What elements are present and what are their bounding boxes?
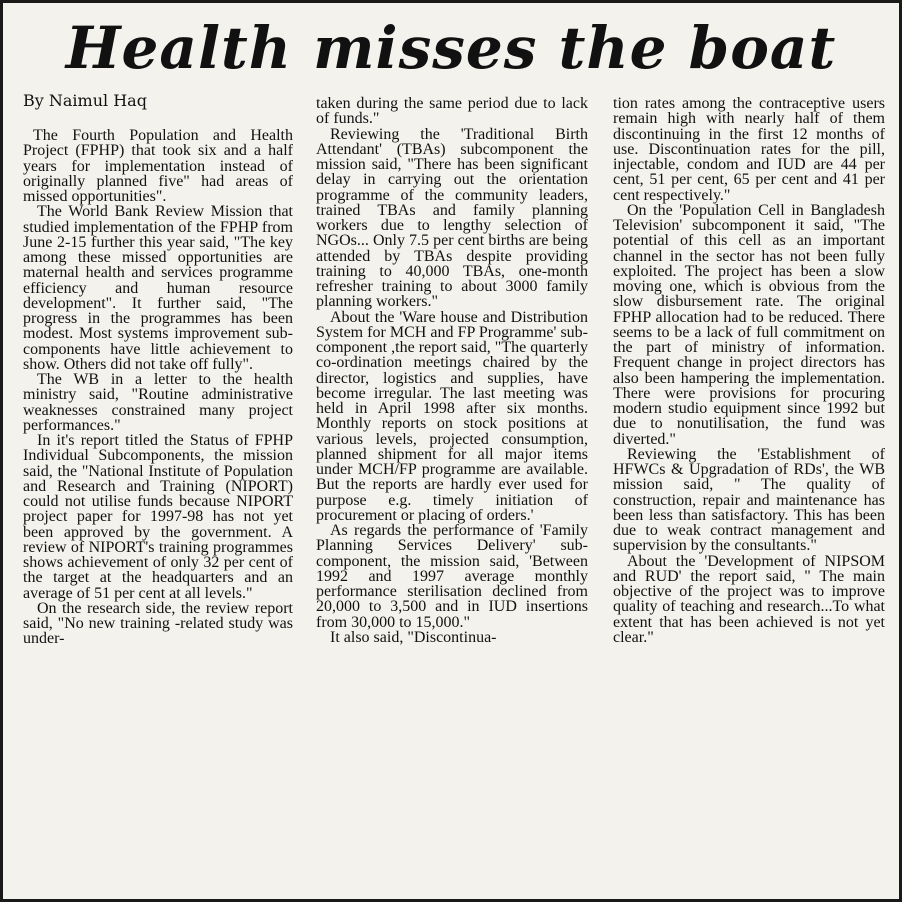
article-column-1 xyxy=(23,128,293,647)
paragraph: About the 'Ware house and Distribution System for MCH and FP Programme' sub-component ,the report said, "The quarterly co-ordination meetings chaired by the director, logistics and supplies, have become irregular. The last meeting was held in April 1998 after six months. Monthly reports on stock positions at various levels, projected consumption, planned shipment for all major items under MCH/FP programme are available. But the reports are hardly ever used for purpose e.g. timely initiation of procurement or placing of orders.' xyxy=(316,308,588,524)
paragraph: About the 'Development of NIPSOM and RUD' the report said, " The main objective of the project was to improve quality of teaching and research...To what extent that has been achieved is not yet clear." xyxy=(613,552,885,646)
paragraph: The WB in a letter to the health ministry said, "Routine administrative weaknesses constrained many project performances." xyxy=(23,371,293,434)
paragraph: taken during the same period due to lack of funds." xyxy=(316,95,588,128)
paragraph: tion rates among the contraceptive users remain high with nearly half of them discontinuing in the first 12 months of use. Discontinuation rates for the pill, injectable, condom and IUD are 44 per cent, 51 per cent, 65 per cent and 41 per cent respectively." xyxy=(613,95,885,204)
paragraph: The World Bank Review Mission that studied implementation of the FPHP from June 2-15 further this year said, "The key among these missed opportunities are maternal health and services programme efficiency and human resource development". It further said, "The progress in the programmes has been modest. Most systems improvement sub-components have little achievement to show. Others did not take off fully". xyxy=(23,203,293,373)
byline: By Naimul Haq xyxy=(23,91,147,110)
headline: Health misses the boat xyxy=(65,14,837,82)
article-column-2 xyxy=(316,96,588,645)
paragraph: Reviewing the 'Establishment of HFWCs & Upgradation of RDs', the WB mission said, " The quality of construction, repair and maintenance has been less than satisfactory. This has been due to weak contract management and supervision by the consultants." xyxy=(613,445,885,555)
paragraph: In it's report titled the Status of FPHP Individual Subcomponents, the mission said, the "National Institute of Population and Research and Training (NIPORT) could not utilise funds because NIPORT project paper for 1997-98 has not yet been approved by the government. A review of NIPORT's training programmes shows achievement of only 32 per cent of the target at the headquarters and an average of 51 per cent at all levels." xyxy=(23,432,293,602)
paragraph: The Fourth Population and Health Project (FPHP) that took six and a half years for implementation instead of originally planned five" had areas of missed opportunities". xyxy=(23,127,293,205)
paragraph: As regards the performance of 'Family Planning Services Delivery' sub-component, the mission said, 'Between 1992 and 1997 average monthly performance sterilisation declined from 20,000 to 3,500 and in IUD insertions from 30,000 to 15,000." xyxy=(316,522,588,631)
paragraph: On the 'Population Cell in Bangladesh Television' subcomponent it said, "The potential of this cell as an important channel in the sector has not been fully exploited. The project has been a slow moving one, which is obvious from the slow disbursement rate. The original FPHP allocation had to be reduced. There seems to be a lack of full commitment on the part of ministry of information. Frequent change in project directors has also been hampering the implementation. There were provisions for procuring modern studio equipment since 1992 but due to nonutilisation, the fund was diverted." xyxy=(613,201,885,448)
paragraph: On the research side, the review report said, "No new training -related study was under- xyxy=(23,599,293,648)
article-column-3 xyxy=(613,96,885,645)
paragraph: It also said, "Discontinua- xyxy=(330,628,497,646)
paragraph: Reviewing the 'Traditional Birth Attendant' (TBAs) subcomponent the mission said, "There has been significant delay in carrying out the orientation programme of the community leaders, trained TBAs and family planning workers due to lengthy selection of NGOs... Only 7.5 per cent births are being attended by TBAs despite providing training to 40,000 TBAs, one-month refresher training to about 3000 family planning workers." xyxy=(316,125,588,311)
